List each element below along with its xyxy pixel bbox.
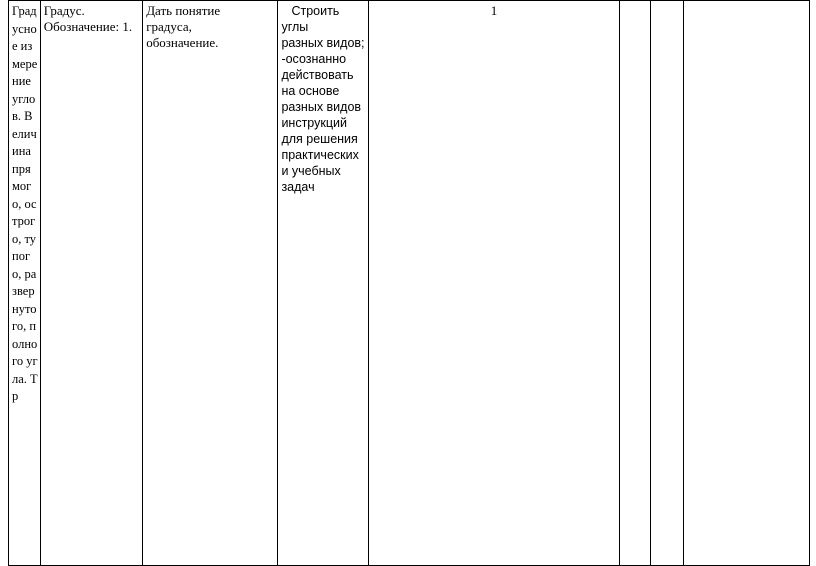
topic-text: Градусное измерение углов. Величина прямого, острого, тупого, развернутого, полного угла. Тр bbox=[12, 4, 38, 403]
hours-value: 1 bbox=[490, 3, 498, 18]
empty-cell bbox=[684, 1, 810, 566]
goals-cell bbox=[143, 1, 278, 566]
skills-cell bbox=[278, 1, 369, 566]
lesson-plan-table bbox=[8, 0, 810, 566]
content-line: Градус. bbox=[43, 3, 85, 18]
empty-cell bbox=[619, 1, 651, 566]
content-line: Обозначение: 1. bbox=[43, 19, 133, 34]
content-cell bbox=[40, 1, 143, 566]
hours-cell bbox=[369, 1, 619, 566]
goals-line: обозначение. bbox=[146, 35, 219, 50]
empty-cell bbox=[651, 1, 684, 566]
topic-cell bbox=[9, 1, 41, 566]
table-row bbox=[9, 1, 810, 566]
skills-line: Строить углы bbox=[281, 4, 340, 34]
goals-line: Дать понятие bbox=[146, 3, 221, 18]
goals-line: градуса, bbox=[146, 19, 192, 34]
skills-text: разных видов; -осознанно действовать на основе разных видов инструкций для решения практических и учебных задач bbox=[281, 36, 365, 194]
